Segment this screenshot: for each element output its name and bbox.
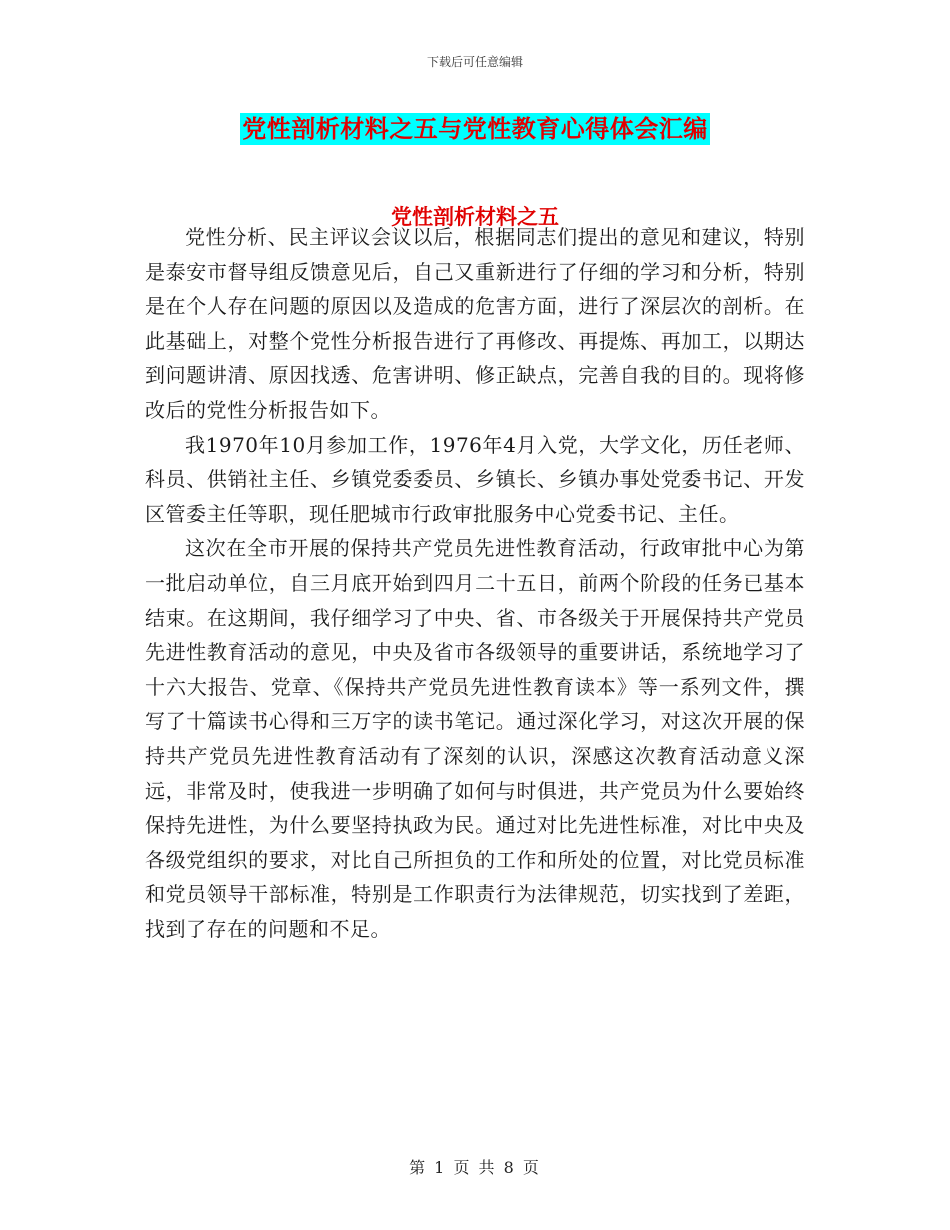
paragraph-2: 我1970年10月参加工作，1976年4月入党，大学文化，历任老师、科员、供销社主任、乡镇党委委员、乡镇长、乡镇办事处党委书记、开发区管委主任等职，现任肥城市行政审批服务中心党委书记、主任。: [145, 432, 805, 526]
page-footer: 第 1 页 共 8 页: [409, 1158, 541, 1177]
main-title: 党性剖析材料之五与党性教育心得体会汇编: [242, 115, 708, 143]
section-title: 党性剖析材料之五: [391, 205, 559, 229]
paragraph-3: 这次在全市开展的保持共产党员先进性教育活动，行政审批中心为第一批启动单位，自三月底开始到四月二十五日，前两个阶段的任务已基本结束。在这期间，我仔细学习了中央、省、市各级关于开展保持共产党员先进性教育活动的意见，中央及省市各级领导的重要讲话，系统地学习了十六大报告、党章、《保持共产党员先进性教育读本》等一系列文件，撰写了十篇读书心得和三万字的读书笔记。通过深化学习，对这次开展的保持共产党员先进性教育活动有了深刻的认识，深感这次教育活动意义深远，非常及时，使我进一步明确了如何与时俱进，共产党员为什么要始终保持先进性，为什么要坚持执政为民。通过对比先进性标准，对比中央及各级党组织的要求，对比自己所担负的工作和所处的位置，对比党员标准和党员领导干部标准，特别是工作职责行为法律规范，切实找到了差距，找到了存在的问题和不足。: [145, 536, 805, 941]
body-text: [145, 220, 805, 946]
header-note: 下载后可任意编辑: [426, 55, 523, 69]
paragraph-1: 党性分析、民主评议会议以后，根据同志们提出的意见和建议，特别是泰安市督导组反馈意见后，自己又重新进行了仔细的学习和分析，特别是在个人存在问题的原因以及造成的危害方面，进行了深层次的剖析。在此基础上，对整个党性分析报告进行了再修改、再提炼、再加工，以期达到问题讲清、原因找透、危害讲明、修正缺点，完善自我的目的。现将修改后的党性分析报告如下。: [145, 225, 805, 422]
main-title-container: [0, 113, 950, 145]
